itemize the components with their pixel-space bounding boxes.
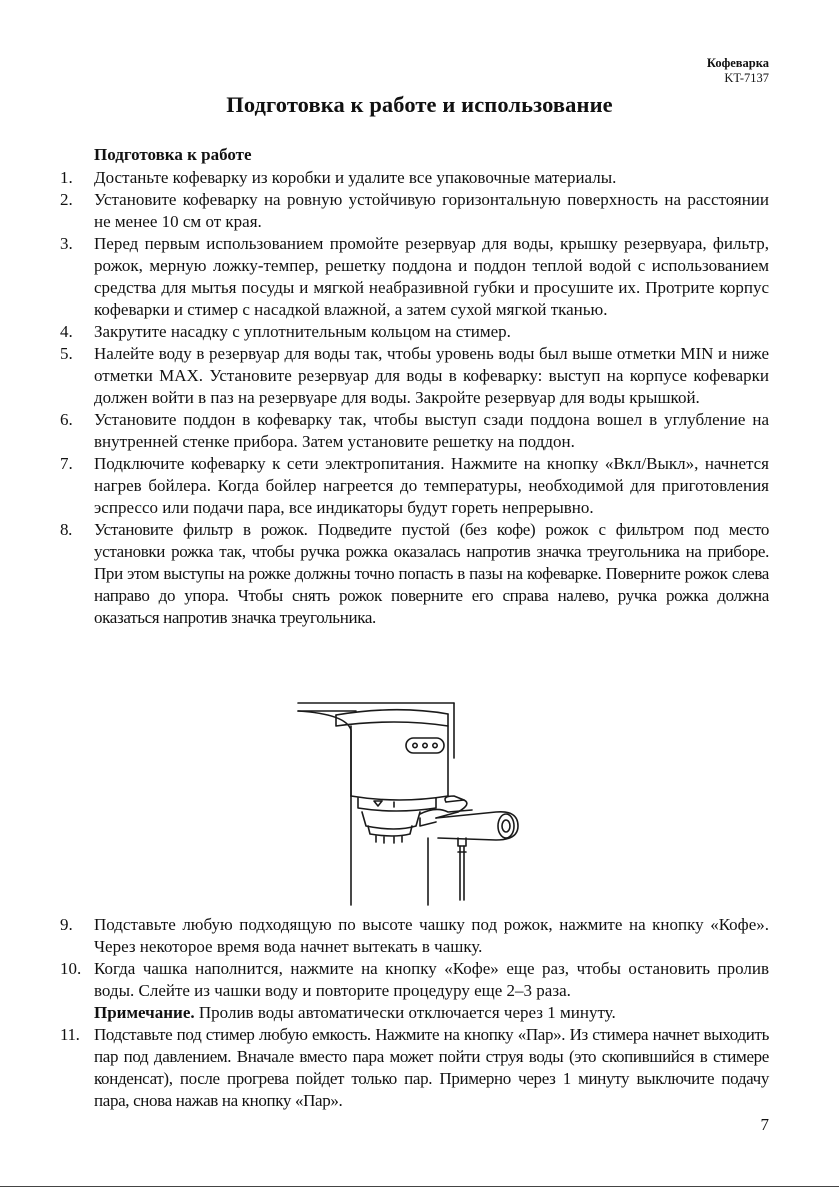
note-label: Примечание.: [94, 1003, 195, 1022]
list-item: [60, 321, 769, 343]
item-number: 5.: [60, 344, 73, 363]
item-text: Подключите кофеварку к сети электропитания. Нажмите на кнопку «Вкл/Выкл», начнется нагрев бойлера. Когда бойлер нагреется до температуры, необходимой для приготовления эспрессо или подачи пара, все индикаторы будут гореть непрерывно.: [94, 454, 769, 517]
item-number: 1.: [60, 168, 73, 187]
item-number: 11.: [60, 1025, 80, 1044]
item-number: 7.: [60, 454, 73, 473]
list-item: [60, 453, 769, 519]
instruction-list-bottom: [60, 914, 769, 1112]
list-item: [60, 233, 769, 321]
header-model: KT-7137: [724, 71, 769, 85]
item-number: 2.: [60, 190, 73, 209]
item-text: Перед первым использованием промойте резервуар для воды, крышку резервуара, фильтр, рожок, мерную ложку-темпер, решетку поддона и поддон теплой водой с использованием средства для мытья посуды и мягкой неабразивной губки и просушите их. Протрите корпус кофеварки и стимер с насадкой влажной, а затем сухой мягкой тканью.: [94, 234, 769, 319]
list-item: [60, 189, 769, 233]
item-number: 8.: [60, 520, 73, 539]
page-header: [707, 56, 769, 86]
list-item: [60, 519, 769, 629]
item-text: Подставьте любую подходящую по высоте чашку под рожок, нажмите на кнопку «Кофе». Через некоторое время вода начнет вытекать в чашку.: [94, 915, 769, 956]
item-text: Установите фильтр в рожок. Подведите пустой (без кофе) рожок с фильтром под место установки рожка так, чтобы ручка рожка оказалась напротив значка треугольника на приборе. При этом выступы на рожке должны точно попасть в пазы на кофеварке. Поверните рожок слева направо до упора. Чтобы снять рожок поверните его справа налево, ручка рожка должна оказаться напротив значка треугольника.: [94, 520, 769, 627]
list-item: [60, 343, 769, 409]
list-item: [60, 958, 769, 1024]
item-number: 9.: [60, 915, 73, 934]
item-text: Налейте воду в резервуар для воды так, чтобы уровень воды был выше отметки MIN и ниже отметки MAX. Установите резервуар для воды в кофеварку: выступ на корпусе кофеварки должен войти в паз на резервуаре для воды. Закройте резервуар для воды крышкой.: [94, 344, 769, 407]
item-text: Достаньте кофеварку из коробки и удалите все упаковочные материалы.: [94, 168, 617, 187]
item-number: 6.: [60, 410, 73, 429]
list-item: [60, 914, 769, 958]
list-item: [60, 1024, 769, 1112]
item-number: 3.: [60, 234, 73, 253]
item-text: Установите кофеварку на ровную устойчивую горизонтальную поверхность на расстоянии не менее 10 см от края.: [94, 190, 769, 231]
list-item: [60, 409, 769, 453]
item-text: Установите поддон в кофеварку так, чтобы выступ сзади поддона вошел в углубление на внутренней стенке прибора. Затем установите решетку на поддон.: [94, 410, 769, 451]
instruction-list-top: [60, 167, 769, 629]
item-number: 10.: [60, 959, 82, 978]
coffee-machine-illustration: [296, 700, 526, 910]
note-text: Пролив воды автоматически отключается через 1 минуту.: [194, 1003, 616, 1022]
page-title: Подготовка к работе и использование: [226, 92, 613, 117]
page-bottom-divider: [0, 1186, 839, 1187]
item-text: Подставьте под стимер любую емкость. Нажмите на кнопку «Пар». Из стимера начнет выходить пар под давлением. Вначале вместо пара может пойти струя воды (это скопившийся в стимере конденсат), после прогрева пойдет только пар. Примерно через 1 минуту выключите подачу пара, снова нажав на кнопку «Пар».: [94, 1025, 769, 1110]
header-brand: Кофеварка: [706, 56, 769, 70]
item-number: 4.: [60, 322, 73, 341]
list-item: [60, 167, 769, 189]
item-text: Закрутите насадку с уплотнительным кольцом на стимер.: [94, 322, 511, 341]
item-text: Когда чашка наполнится, нажмите на кнопку «Кофе» еще раз, чтобы остановить пролив воды. Слейте из чашки воду и повторите процедуру еще 2–3 раза.: [94, 959, 769, 1000]
section-title: Подготовка к работе: [94, 145, 252, 164]
page-number: 7: [760, 1115, 769, 1134]
